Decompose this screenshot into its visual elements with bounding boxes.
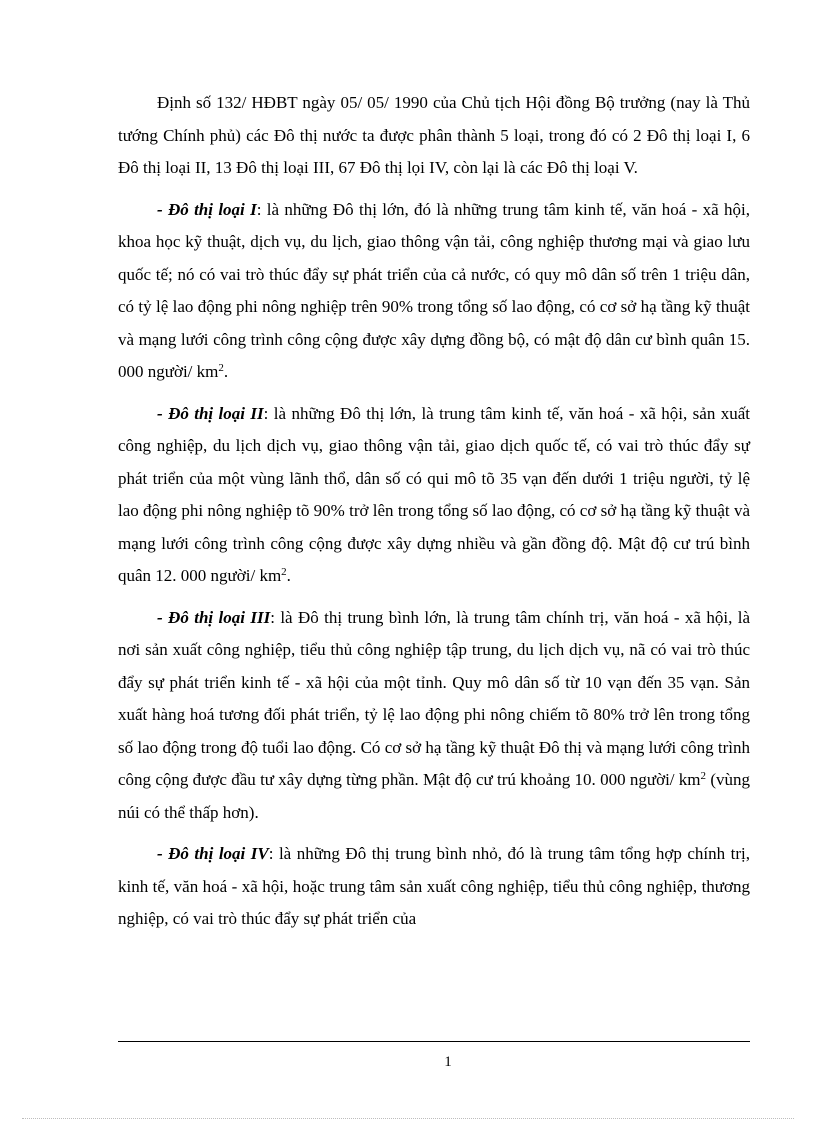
paragraph-text: .: [223, 362, 229, 381]
section-heading: - Đô thị loại II: [157, 403, 264, 423]
paragraph-do-thi-loai-3: [118, 602, 750, 830]
paragraph-text: (vùng núi có thể thấp hơn).: [118, 770, 750, 822]
superscript: 2: [218, 362, 224, 374]
page-break-line: [22, 1118, 794, 1119]
paragraph-text: .: [286, 566, 291, 585]
footer-divider: [118, 1041, 750, 1042]
superscript: 2: [281, 566, 287, 578]
section-heading: - Đô thị loại I: [157, 199, 257, 219]
paragraph-text: : là Đô thị trung bình lớn, là trung tâm chính trị, văn hoá - xã hội, là nơi sản xuất công nghiệp, tiểu thủ công nghiệp tập trung, du lịch dịch vụ, nã có vai trò thúc đẩy sự phát triển kinh tế - xã hội của một tỉnh. Quy mô dân số từ 10 vạn đến 35 vạn. Sản xuất hàng hoá tương đối phát triển, tỷ lệ lao động phi nông chiếm tõ 80% trở lên trong tổng số lao động trong độ tuổi lao động. Có cơ sở hạ tầng kỹ thuật Đô thị và mạng lưới công trình công cộng được đầu tư xây dựng từng phần. Mật độ cư trú khoảng 10. 000 người/ km: [118, 607, 750, 789]
paragraph-text: : là những Đô thị trung bình nhỏ, đó là trung tâm tổng hợp chính trị, kinh tế, văn hoá - xã hội, hoặc trung tâm sản xuất công nghiệp, tiểu thủ công nghiệp, thương nghiệp, có vai trò thúc đẩy sự phát triển của: [118, 844, 750, 928]
superscript: 2: [700, 770, 707, 782]
paragraph-do-thi-loai-1: [118, 194, 750, 389]
paragraph-do-thi-loai-4: [118, 838, 750, 936]
section-heading: - Đô thị loại IV: [157, 844, 269, 863]
paragraph-text: : là những Đô thị lớn, đó là những trung tâm kinh tế, văn hoá - xã hội, khoa học kỹ thuật, dịch vụ, du lịch, giao thông vận tải, công nghiệp thương mại và giao lưu quốc tế; nó có vai trò thúc đẩy sự phát triển của cả nước, có quy mô dân số trên 1 triệu dân, có tỷ lệ lao động phi nông nghiệp trên 90% trong tổng số lao động, có cơ sở hạ tầng kỹ thuật và mạng lưới công trình công cộng được xây dựng đồng bộ, có mật độ dân cư bình quân 15. 000 người/ km: [118, 199, 750, 381]
paragraph-text: Định số 132/ HĐBT ngày 05/ 05/ 1990 của Chủ tịch Hội đồng Bộ trưởng (nay là Thủ tướng Chính phủ) các Đô thị nước ta được phân thành 5 loại, trong đó có 2 Đô thị loại I, 6 Đô thị loại II, 13 Đô thị loại III, 67 Đô thị lọi IV, còn lại là các Đô thị loại V.: [118, 93, 750, 177]
page-number: 1: [444, 1054, 452, 1070]
document-body: [118, 87, 750, 945]
paragraph-text: : là những Đô thị lớn, là trung tâm kinh tế, văn hoá - xã hội, sản xuất công nghiệp, du lịch dịch vụ, giao thông vận tải, giao dịch quốc tế, có vai trò thúc đẩy sự phát triển của một vùng lãnh thổ, dân số có qui mô tõ 35 vạn đến dưới 1 triệu người, tỷ lệ lao động phi nông nghiệp tõ 90% trở lên trong tổng số lao động, có cơ sở hạ tầng kỹ thuật và mạng lưới công trình công cộng được xây dựng nhiều và gần đồng độ. Mật độ cư trú bình quân 12. 000 người/ km: [118, 403, 750, 585]
paragraph-intro: [118, 87, 750, 185]
section-heading: - Đô thị loại III: [157, 607, 271, 627]
paragraph-do-thi-loai-2: [118, 398, 750, 593]
